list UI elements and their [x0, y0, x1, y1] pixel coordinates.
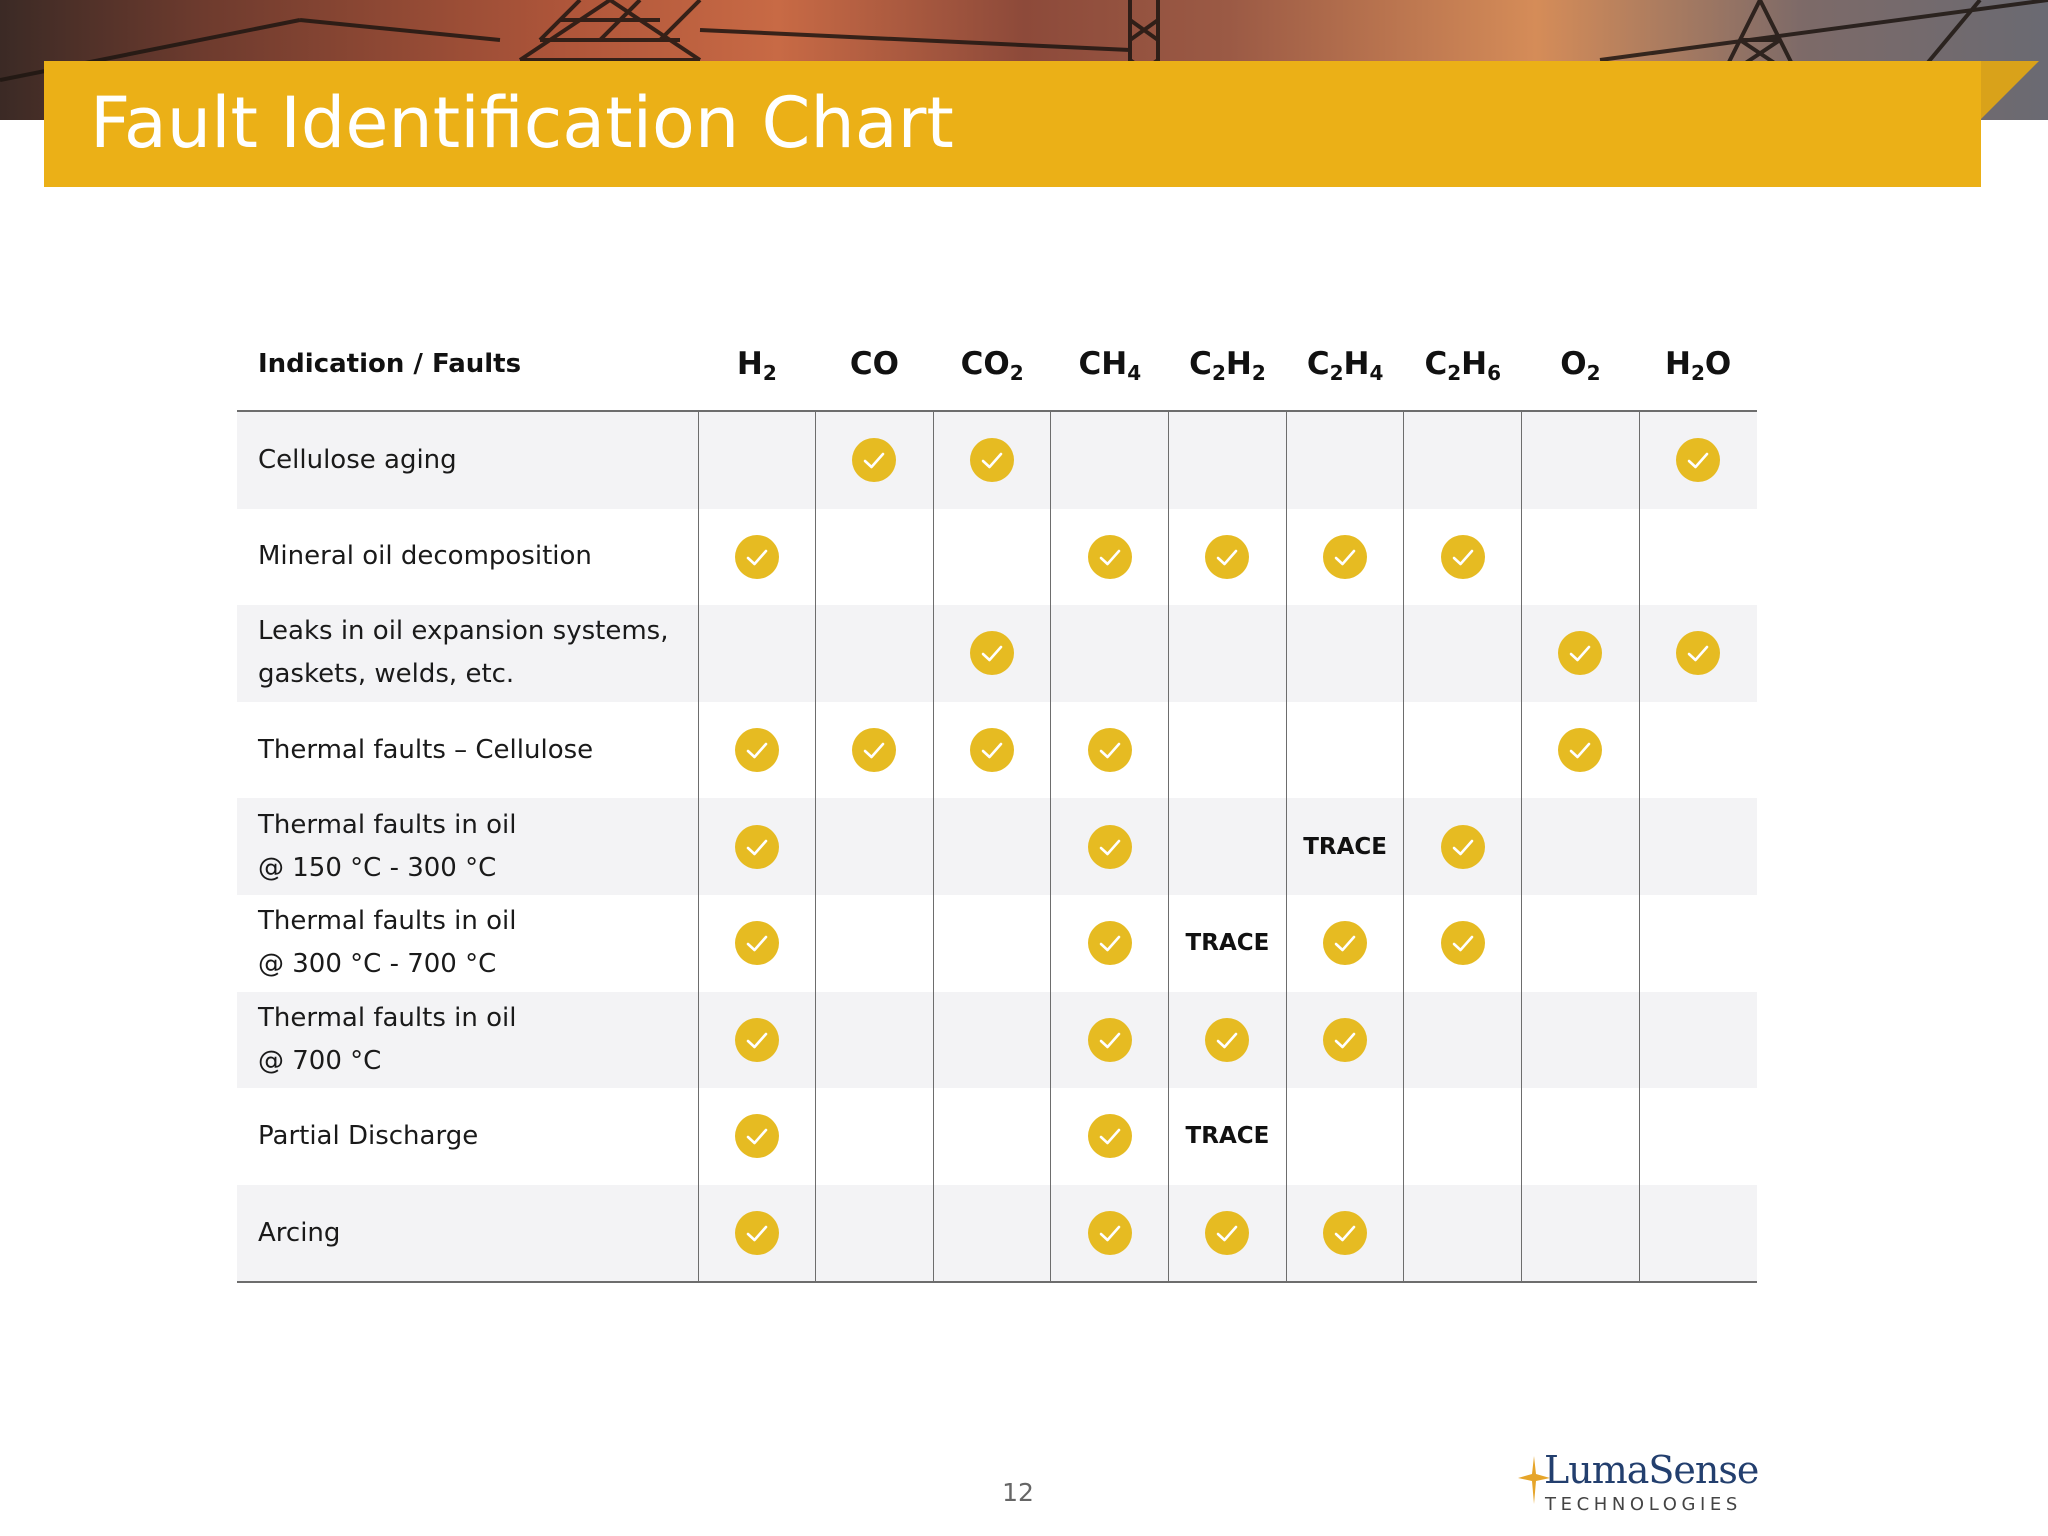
indicator-cell	[1169, 1088, 1287, 1185]
gas-symbol: O	[1560, 346, 1587, 382]
check-circle-icon	[1676, 438, 1720, 482]
indicator-cell	[1639, 509, 1757, 606]
indicator-cell	[933, 1088, 1051, 1185]
column-header-gas	[816, 318, 934, 411]
table-row	[237, 1088, 1757, 1185]
indicator-cell	[1169, 509, 1287, 606]
fault-label-line: Partial Discharge	[258, 1120, 479, 1151]
fault-label-line: gaskets, welds, etc.	[258, 659, 515, 690]
fault-label	[237, 411, 698, 509]
fault-label	[237, 992, 698, 1089]
table-row	[237, 411, 1757, 509]
indicator-cell	[1522, 1185, 1640, 1283]
gas-symbol: C	[1189, 346, 1212, 382]
indicator-cell	[1639, 1185, 1757, 1283]
fault-label	[237, 702, 698, 799]
indicator-cell	[1051, 605, 1169, 702]
indicator-cell	[816, 411, 934, 509]
indicator-cell	[1169, 1185, 1287, 1283]
check-circle-icon	[1205, 1018, 1249, 1062]
check-circle-icon	[1441, 535, 1485, 579]
indicator-cell	[1522, 1088, 1640, 1185]
gas-symbol: H	[1225, 346, 1252, 382]
indicator-cell	[1286, 798, 1404, 895]
gas-symbol: H	[736, 346, 763, 382]
indicator-cell	[933, 1185, 1051, 1283]
indicator-cell	[1522, 798, 1640, 895]
indicator-cell	[1639, 605, 1757, 702]
indicator-cell	[1051, 1088, 1169, 1185]
table-row	[237, 1185, 1757, 1283]
indicator-cell	[1639, 1088, 1757, 1185]
check-circle-icon	[1088, 1018, 1132, 1062]
indicator-cell	[698, 509, 816, 606]
check-circle-icon	[970, 631, 1014, 675]
logo-tagline: TECHNOLOGIES	[1545, 1494, 1742, 1515]
table-row	[237, 702, 1757, 799]
fault-label-line: @ 150 °C - 300 °C	[258, 852, 497, 883]
check-circle-icon	[852, 438, 896, 482]
indicator-cell	[1522, 411, 1640, 509]
page-title: Fault Identification Chart	[90, 82, 954, 164]
table-row	[237, 798, 1757, 895]
indicator-cell	[1522, 605, 1640, 702]
column-header-gas	[1522, 318, 1640, 411]
indicator-cell	[698, 1088, 816, 1185]
indicator-cell	[1522, 509, 1640, 606]
indicator-cell	[1169, 992, 1287, 1089]
indicator-cell	[1051, 1185, 1169, 1283]
title-bar-fold	[1981, 61, 2039, 119]
indicator-cell	[1404, 702, 1522, 799]
check-circle-icon	[735, 825, 779, 869]
check-circle-icon	[1323, 921, 1367, 965]
indicator-cell	[1169, 702, 1287, 799]
indicator-cell	[698, 798, 816, 895]
check-circle-icon	[1558, 631, 1602, 675]
table-header-row	[237, 318, 1757, 411]
indicator-cell	[933, 605, 1051, 702]
fault-label	[237, 605, 698, 702]
fault-label-line: Thermal faults in oil	[258, 809, 517, 840]
check-circle-icon	[1088, 535, 1132, 579]
indicator-cell	[1051, 411, 1169, 509]
indicator-cell	[1051, 992, 1169, 1089]
page-number: 12	[1002, 1478, 1034, 1507]
indicator-cell	[1404, 411, 1522, 509]
indicator-cell	[1522, 992, 1640, 1089]
gas-symbol: CH	[1078, 346, 1128, 382]
table-body	[237, 411, 1757, 1282]
indicator-cell	[933, 992, 1051, 1089]
indicator-cell	[1286, 702, 1404, 799]
indicator-cell	[1286, 605, 1404, 702]
indicator-cell	[816, 702, 934, 799]
fault-label-line: Arcing	[258, 1217, 341, 1248]
indicator-cell	[1639, 798, 1757, 895]
check-circle-icon	[1088, 1114, 1132, 1158]
gas-symbol: C	[1424, 346, 1448, 382]
indicator-cell	[1169, 895, 1287, 992]
indicator-cell	[698, 992, 816, 1089]
check-circle-icon	[1088, 1211, 1132, 1255]
gas-subscript: 4	[1369, 361, 1384, 385]
gas-subscript: 2	[1211, 361, 1226, 385]
indicator-cell	[1639, 992, 1757, 1089]
indicator-cell	[933, 798, 1051, 895]
check-circle-icon	[1088, 728, 1132, 772]
fault-label-line: Cellulose aging	[258, 444, 457, 475]
check-circle-icon	[735, 921, 779, 965]
trace-label: TRACE	[1185, 930, 1270, 957]
indicator-cell	[698, 411, 816, 509]
indicator-cell	[1286, 1185, 1404, 1283]
check-circle-icon	[852, 728, 896, 772]
indicator-cell	[1404, 895, 1522, 992]
company-logo	[1514, 1448, 1759, 1520]
indicator-cell	[698, 895, 816, 992]
check-circle-icon	[970, 728, 1014, 772]
gas-symbol: H	[1343, 346, 1370, 382]
check-circle-icon	[1676, 631, 1720, 675]
gas-symbol: CO	[960, 346, 1010, 382]
fault-label-line: @ 300 °C - 700 °C	[258, 949, 497, 980]
indicator-cell	[698, 605, 816, 702]
indicator-cell	[1639, 411, 1757, 509]
table-row	[237, 895, 1757, 992]
indicator-cell	[816, 1185, 934, 1283]
indicator-cell	[1051, 702, 1169, 799]
indicator-cell	[1404, 798, 1522, 895]
fault-label	[237, 509, 698, 606]
column-header-gas	[1639, 318, 1757, 411]
indicator-cell	[1404, 1185, 1522, 1283]
fault-label	[237, 895, 698, 992]
fault-label	[237, 798, 698, 895]
indicator-cell	[816, 895, 934, 992]
indicator-cell	[816, 1088, 934, 1185]
indicator-cell	[1169, 798, 1287, 895]
fault-identification-table	[237, 318, 1757, 1283]
gas-symbol: C	[1306, 346, 1330, 382]
check-circle-icon	[1088, 825, 1132, 869]
gas-subscript: 2	[1009, 361, 1024, 385]
table-row	[237, 992, 1757, 1089]
indicator-cell	[1522, 895, 1640, 992]
column-header-gas	[698, 318, 816, 411]
indicator-cell	[698, 702, 816, 799]
indicator-cell	[816, 509, 934, 606]
check-circle-icon	[735, 728, 779, 772]
fault-label-line: @ 700 °C	[258, 1045, 382, 1076]
gas-subscript: 2	[762, 361, 777, 385]
gas-symbol: O	[1704, 346, 1732, 382]
indicator-cell	[1286, 509, 1404, 606]
indicator-cell	[933, 702, 1051, 799]
indicator-cell	[1051, 509, 1169, 606]
check-circle-icon	[1205, 535, 1249, 579]
indicator-cell	[1169, 605, 1287, 702]
gas-subscript: 2	[1447, 361, 1462, 385]
gas-subscript: 2	[1690, 361, 1705, 385]
fault-label	[237, 1185, 698, 1283]
check-circle-icon	[970, 438, 1014, 482]
column-header-gas	[933, 318, 1051, 411]
column-header-gas	[1051, 318, 1169, 411]
check-circle-icon	[735, 1018, 779, 1062]
indicator-cell	[933, 411, 1051, 509]
check-circle-icon	[1441, 825, 1485, 869]
indicator-cell	[816, 605, 934, 702]
trace-label: TRACE	[1303, 833, 1387, 860]
indicator-cell	[1404, 992, 1522, 1089]
indicator-cell	[1522, 702, 1640, 799]
check-circle-icon	[1558, 728, 1602, 772]
indicator-cell	[1404, 1088, 1522, 1185]
column-header-gas	[1169, 318, 1287, 411]
indicator-cell	[1286, 992, 1404, 1089]
indicator-cell	[1639, 895, 1757, 992]
logo-name: LumaSense	[1544, 1448, 1759, 1492]
gas-symbol: CO	[849, 346, 900, 382]
column-header-gas	[1404, 318, 1522, 411]
check-circle-icon	[1323, 535, 1367, 579]
fault-label	[237, 1088, 698, 1185]
gas-symbol: H	[1461, 346, 1488, 382]
check-circle-icon	[1088, 921, 1132, 965]
fault-label-line: Mineral oil decomposition	[258, 541, 592, 572]
check-circle-icon	[1441, 921, 1485, 965]
fault-label-line: Thermal faults in oil	[258, 1002, 517, 1033]
indicator-cell	[1051, 895, 1169, 992]
check-circle-icon	[735, 535, 779, 579]
indicator-cell	[816, 992, 934, 1089]
trace-label: TRACE	[1185, 1123, 1270, 1150]
indicator-cell	[1051, 798, 1169, 895]
gas-symbol: H	[1665, 346, 1691, 382]
indicator-cell	[1286, 895, 1404, 992]
fault-label-line: Thermal faults in oil	[258, 906, 517, 937]
indicator-cell	[1286, 411, 1404, 509]
indicator-cell	[816, 798, 934, 895]
indicator-cell	[698, 1185, 816, 1283]
fault-label-line: Thermal faults – Cellulose	[258, 734, 594, 765]
indicator-cell	[1404, 605, 1522, 702]
column-header-faults: Indication / Faults	[237, 318, 698, 411]
indicator-cell	[933, 895, 1051, 992]
check-circle-icon	[1323, 1018, 1367, 1062]
table-row	[237, 509, 1757, 606]
indicator-cell	[933, 509, 1051, 606]
check-circle-icon	[735, 1114, 779, 1158]
table-row	[237, 605, 1757, 702]
check-circle-icon	[735, 1211, 779, 1255]
column-header-gas	[1286, 318, 1404, 411]
indicator-cell	[1286, 1088, 1404, 1185]
indicator-cell	[1169, 411, 1287, 509]
fault-label-line: Leaks in oil expansion systems,	[258, 616, 669, 647]
gas-subscript: 6	[1487, 361, 1502, 385]
gas-subscript: 2	[1329, 361, 1344, 385]
indicator-cell	[1639, 702, 1757, 799]
check-circle-icon	[1323, 1211, 1367, 1255]
indicator-cell	[1404, 509, 1522, 606]
gas-subscript: 2	[1251, 361, 1266, 385]
gas-subscript: 4	[1127, 361, 1142, 385]
gas-subscript: 2	[1586, 361, 1601, 385]
check-circle-icon	[1205, 1211, 1249, 1255]
